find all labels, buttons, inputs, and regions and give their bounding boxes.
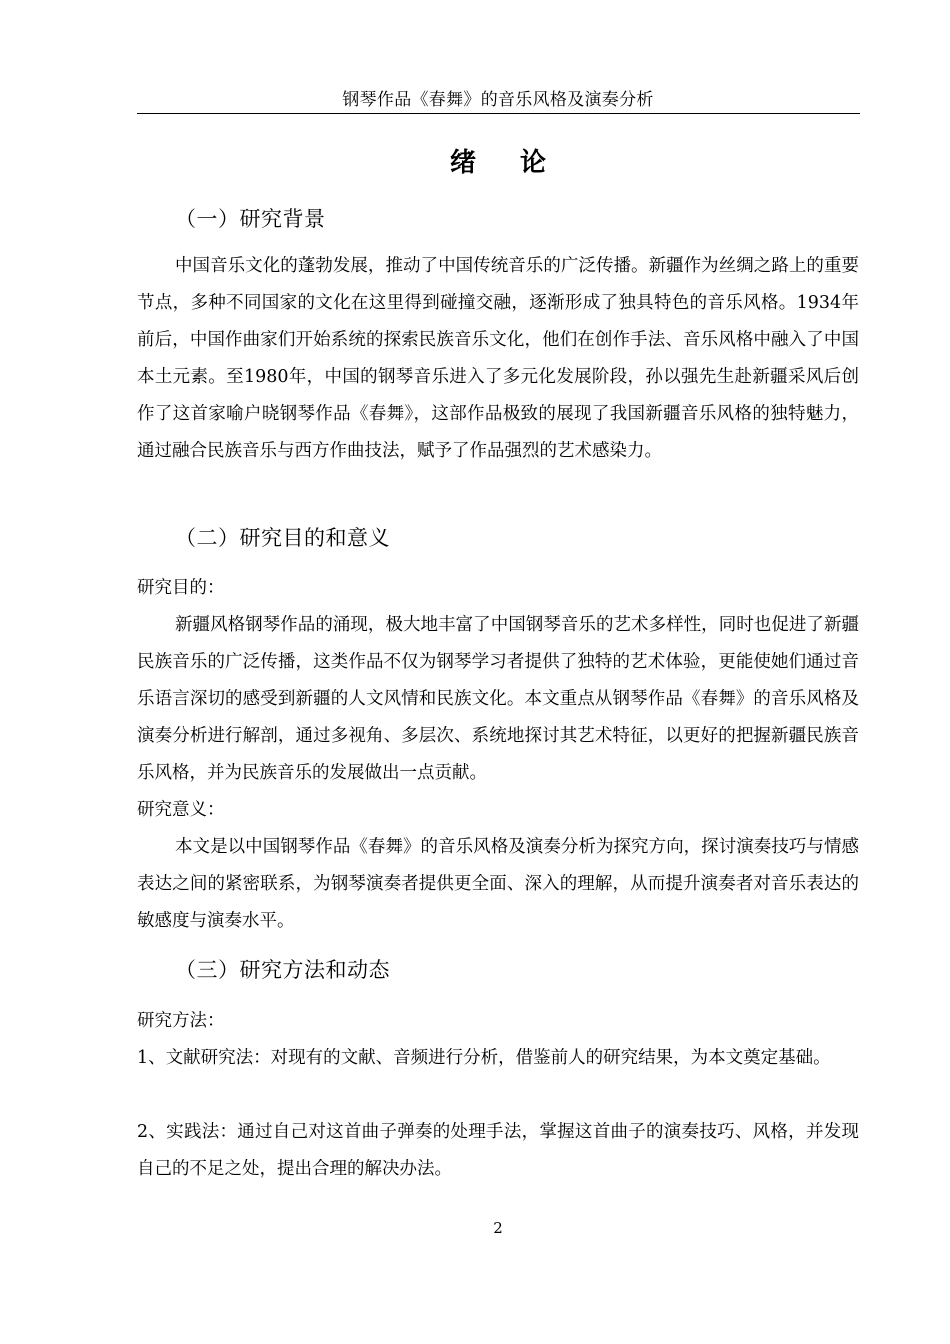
method-item-literature: 1、文献研究法：对现有的文献、音频进行分析，借鉴前人的研究结果，为本文奠定基础。 [137,1048,831,1068]
header-rule [137,113,860,114]
section-heading-methods: （三）研究方法和动态 [175,958,390,982]
running-header: 钢琴作品《春舞》的音乐风格及演奏分析 [342,90,654,110]
section-heading-background: （一）研究背景 [175,207,326,231]
chapter-title: 绪论 [449,148,590,178]
significance-label: 研究意义： [137,800,225,820]
section-heading-purpose: （二）研究目的和意义 [175,526,390,550]
significance-paragraph: 本文是以中国钢琴作品《春舞》的音乐风格及演奏分析为探究方向，探讨演奏技巧与情感表达之间的紧密联系，为钢琴演奏者提供更全面、深入的理解，从而提升演奏者对音乐表达的敏感度与演奏水平。 [137,837,859,931]
page-number: 2 [493,1219,503,1237]
background-paragraph: 中国音乐文化的蓬勃发展，推动了中国传统音乐的广泛传播。新疆作为丝绸之路上的重要节点，多种不同国家的文化在这里得到碰撞交融，逐渐形成了独具特色的音乐风格。1934年前后，中国作曲家们开始系统的探索民族音乐文化，他们在创作手法、音乐风格中融入了中国本土元素。至1980年，中国的钢琴音乐进入了多元化发展阶段，孙以强先生赴新疆采风后创作了这首家喻户晓钢琴作品《春舞》，这部作品极致的展现了我国新疆音乐风格的独特魅力，通过融合民族音乐与西方作曲技法，赋予了作品强烈的艺术感染力。 [137,256,859,461]
purpose-paragraph: 新疆风格钢琴作品的涌现，极大地丰富了中国钢琴音乐的艺术多样性，同时也促进了新疆民族音乐的广泛传播，这类作品不仅为钢琴学习者提供了独特的艺术体验，更能使她们通过音乐语言深切的感受到新疆的人文风情和民族文化。本文重点从钢琴作品《春舞》的音乐风格及演奏分析进行解剖，通过多视角、多层次、系统地探讨其艺术特征，以更好的把握新疆民族音乐风格，并为民族音乐的发展做出一点贡献。 [137,615,859,783]
method-item-practice: 2、实践法：通过自己对这首曲子弹奏的处理手法，掌握这首曲子的演奏技巧、风格，并发现自己的不足之处，提出合理的解决办法。 [137,1122,859,1179]
purpose-label: 研究目的： [137,578,225,598]
methods-label: 研究方法： [137,1011,225,1031]
